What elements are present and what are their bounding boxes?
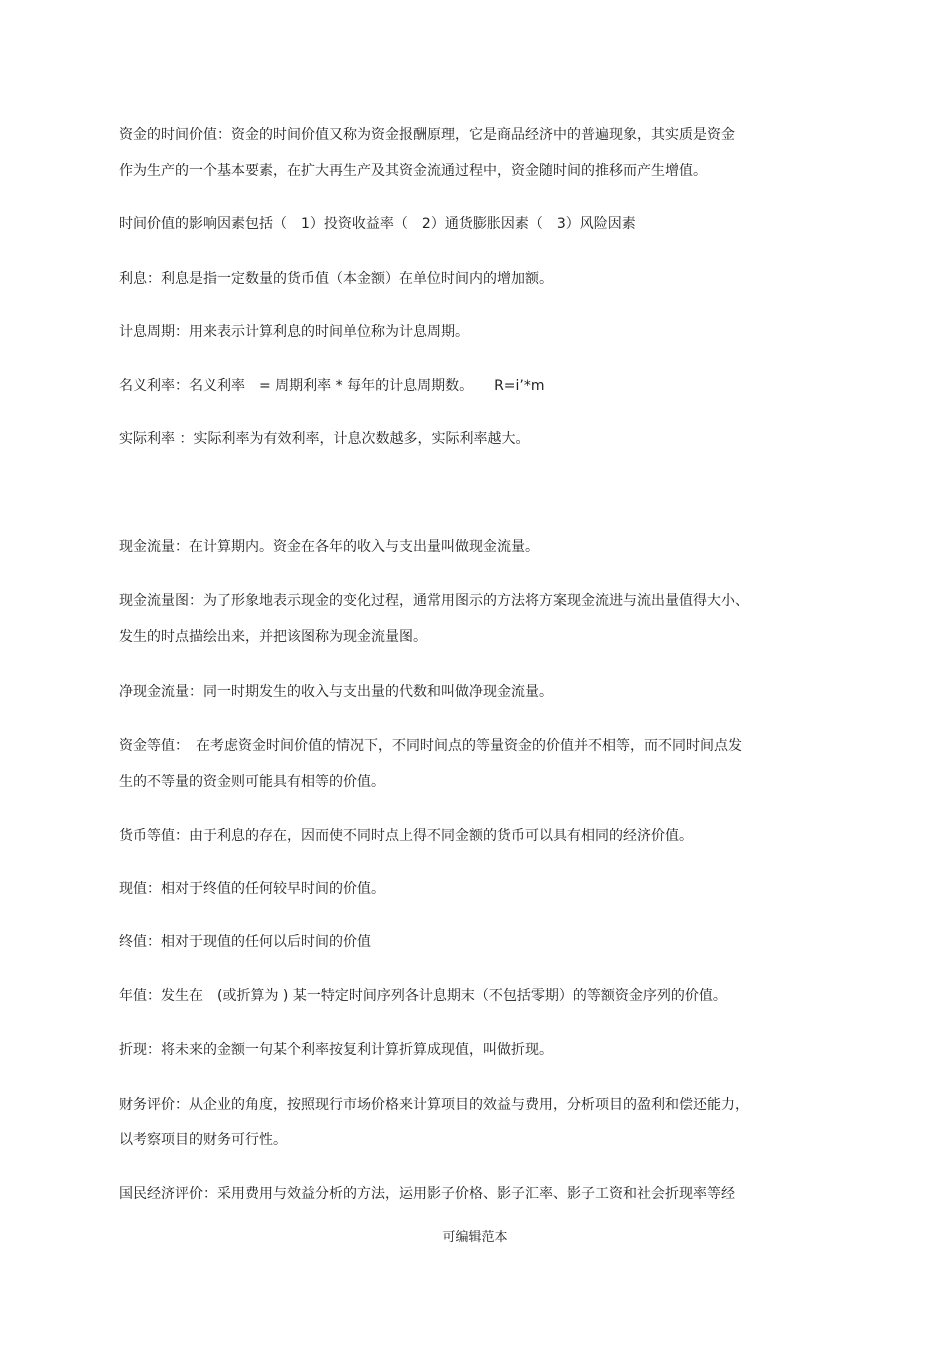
- paragraph-line: 计息周期：用来表示计算利息的时间单位称为计息周期。: [119, 324, 469, 340]
- paragraph-line: 年值：发生在 (或折算为 ) 某一特定时间序列各计息期末（不包括零期）的等额资金序列的价值。: [119, 988, 727, 1004]
- paragraph-line: 现金流量：在计算期内。资金在各年的收入与支出量叫做现金流量。: [119, 539, 539, 555]
- paragraph-line: 终值：相对于现值的任何以后时间的价值: [119, 934, 371, 950]
- paragraph-line: 国民经济评价：采用费用与效益分析的方法，运用影子价格、影子汇率、影子工资和社会折现率等经: [119, 1186, 735, 1202]
- paragraph-line: 净现金流量：同一时期发生的收入与支出量的代数和叫做净现金流量。: [119, 684, 553, 700]
- paragraph-line: 折现：将未来的金额一句某个利率按复利计算折算成现值，叫做折现。: [119, 1042, 553, 1058]
- page-footer: 可编辑范本: [442, 1230, 508, 1245]
- paragraph-line: 资金的时间价值：资金的时间价值又称为资金报酬原理，它是商品经济中的普遍现象，其实质是资金: [119, 127, 735, 143]
- paragraph-line: 现金流量图：为了形象地表示现金的变化过程，通常用图示的方法将方案现金流进与流出量值得大小、: [119, 593, 749, 609]
- paragraph-line: 生的不等量的资金则可能具有相等的价值。: [119, 774, 385, 790]
- paragraph-line: 财务评价：从企业的角度，按照现行市场价格来计算项目的效益与费用，分析项目的盈利和偿还能力，: [119, 1097, 749, 1113]
- paragraph-line: 以考察项目的财务可行性。: [119, 1132, 287, 1148]
- paragraph-line: 实际利率 ：实际利率为有效利率，计息次数越多，实际利率越大。: [119, 431, 530, 447]
- paragraph-line: 货币等值：由于利息的存在，因而使不同时点上得不同金额的货币可以具有相同的经济价值。: [119, 828, 693, 844]
- paragraph-line: 作为生产的一个基本要素，在扩大再生产及其资金流通过程中，资金随时间的推移而产生增值。: [119, 163, 707, 179]
- paragraph-line: 现值：相对于终值的任何较早时间的价值。: [119, 881, 385, 897]
- paragraph-line: 时间价值的影响因素包括（ 1）投资收益率（ 2）通货膨胀因素（ 3）风险因素: [119, 216, 636, 232]
- paragraph-line: 利息：利息是指一定数量的货币值（本金额）在单位时间内的增加额。: [119, 271, 553, 287]
- paragraph-line: 名义利率：名义利率 = 周期利率 * 每年的计息周期数。 R=i’*m: [119, 378, 545, 394]
- paragraph-line: 资金等值： 在考虑资金时间价值的情况下，不同时间点的等量资金的价值并不相等，而不同时间点发: [119, 738, 742, 754]
- paragraph-line: 发生的时点描绘出来，并把该图称为现金流量图。: [119, 629, 427, 645]
